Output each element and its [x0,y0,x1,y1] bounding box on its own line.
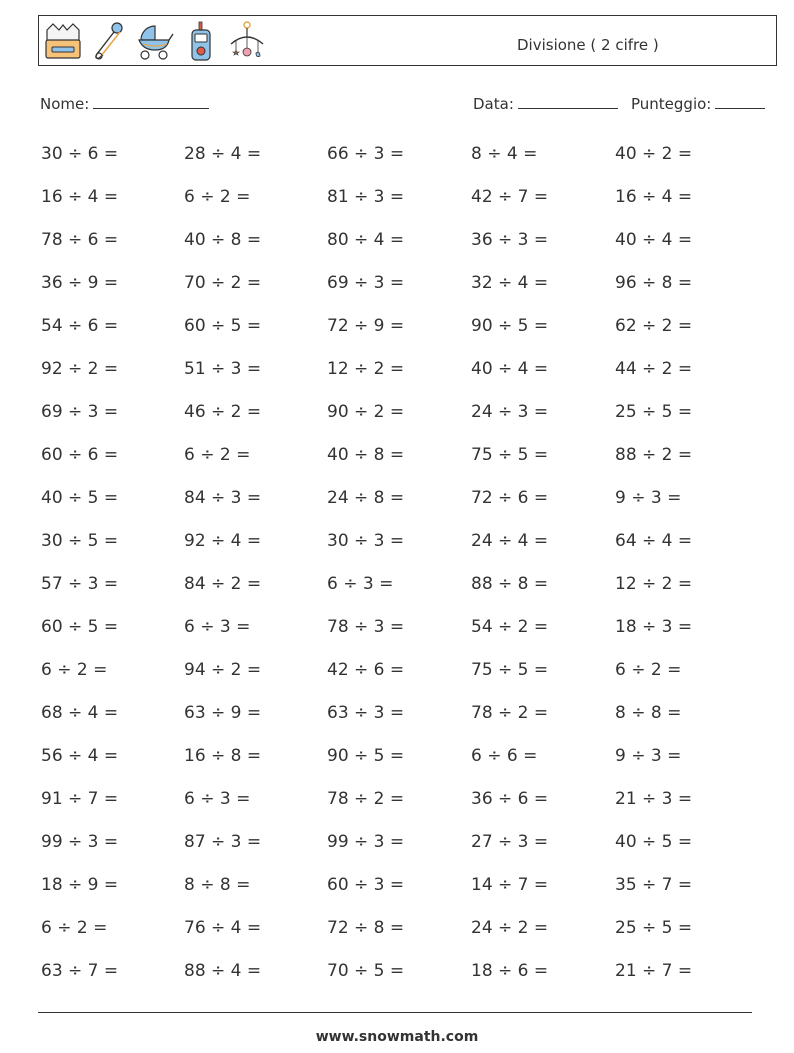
division-problem: 18 ÷ 6 = [471,961,549,981]
division-problem: 75 ÷ 5 = [471,660,549,680]
name-field [40,94,209,113]
division-problem: 24 ÷ 3 = [471,402,549,422]
division-problem: 99 ÷ 3 = [41,832,119,852]
division-problem: 24 ÷ 4 = [471,531,549,551]
division-problem: 90 ÷ 5 = [327,746,405,766]
division-problem: 63 ÷ 9 = [184,703,262,723]
division-problem: 6 ÷ 2 = [184,187,251,207]
footer-url: www.snowmath.com [315,1029,479,1045]
division-problem: 88 ÷ 2 = [615,445,693,465]
division-problem: 84 ÷ 3 = [184,488,262,508]
division-problem: 84 ÷ 2 = [184,574,262,594]
division-problem: 36 ÷ 3 = [471,230,549,250]
division-problem: 90 ÷ 2 = [327,402,405,422]
division-problem: 32 ÷ 4 = [471,273,549,293]
division-problem: 25 ÷ 5 = [615,918,693,938]
division-problem: 40 ÷ 5 = [615,832,693,852]
crib-mobile-icon [227,20,267,62]
division-problem: 63 ÷ 7 = [41,961,119,981]
division-problem: 63 ÷ 3 = [327,703,405,723]
division-problem: 66 ÷ 3 = [327,144,405,164]
division-problem: 30 ÷ 6 = [41,144,119,164]
division-problem: 70 ÷ 2 = [184,273,262,293]
division-problem: 54 ÷ 6 = [41,316,119,336]
division-problem: 96 ÷ 8 = [615,273,693,293]
division-problem: 88 ÷ 8 = [471,574,549,594]
division-problem: 87 ÷ 3 = [184,832,262,852]
division-problem: 91 ÷ 7 = [41,789,119,809]
division-problem: 8 ÷ 4 = [471,144,538,164]
division-problem: 60 ÷ 6 = [41,445,119,465]
division-problem: 28 ÷ 4 = [184,144,262,164]
division-problem: 54 ÷ 2 = [471,617,549,637]
division-problem: 18 ÷ 3 = [615,617,693,637]
baby-stroller-icon [135,20,175,62]
division-problem: 27 ÷ 3 = [471,832,549,852]
division-problem: 24 ÷ 2 = [471,918,549,938]
division-problem: 90 ÷ 5 = [471,316,549,336]
division-problem: 62 ÷ 2 = [615,316,693,336]
division-problem: 44 ÷ 2 = [615,359,693,379]
date-blank[interactable] [518,94,618,109]
division-problem: 30 ÷ 5 = [41,531,119,551]
division-problem: 6 ÷ 3 = [184,789,251,809]
division-problem: 60 ÷ 3 = [327,875,405,895]
division-problem: 6 ÷ 2 = [41,660,108,680]
division-problem: 24 ÷ 8 = [327,488,405,508]
division-problem: 81 ÷ 3 = [327,187,405,207]
division-problem: 60 ÷ 5 = [184,316,262,336]
division-problem: 6 ÷ 2 = [615,660,682,680]
division-problem: 6 ÷ 2 = [41,918,108,938]
division-problem: 57 ÷ 3 = [41,574,119,594]
division-problem: 78 ÷ 6 = [41,230,119,250]
division-problem: 69 ÷ 3 = [327,273,405,293]
division-problem: 72 ÷ 9 = [327,316,405,336]
division-problem: 36 ÷ 9 = [41,273,119,293]
division-problem: 42 ÷ 6 = [327,660,405,680]
division-problem: 88 ÷ 4 = [184,961,262,981]
division-problem: 9 ÷ 3 = [615,746,682,766]
division-problem: 12 ÷ 2 = [615,574,693,594]
division-problem: 21 ÷ 7 = [615,961,693,981]
score-label: Punteggio: [631,95,712,113]
safety-pin-icon [89,20,129,62]
division-problem: 6 ÷ 3 = [184,617,251,637]
division-problem: 42 ÷ 7 = [471,187,549,207]
division-problem: 92 ÷ 2 = [41,359,119,379]
division-problem: 46 ÷ 2 = [184,402,262,422]
division-problem: 40 ÷ 4 = [615,230,693,250]
score-blank[interactable] [715,94,765,109]
division-problem: 16 ÷ 4 = [41,187,119,207]
division-problem: 14 ÷ 7 = [471,875,549,895]
division-problem: 16 ÷ 4 = [615,187,693,207]
division-problem: 94 ÷ 2 = [184,660,262,680]
division-problem: 80 ÷ 4 = [327,230,405,250]
division-problem: 78 ÷ 2 = [471,703,549,723]
division-problem: 68 ÷ 4 = [41,703,119,723]
division-problem: 56 ÷ 4 = [41,746,119,766]
division-problem: 25 ÷ 5 = [615,402,693,422]
division-problem: 92 ÷ 4 = [184,531,262,551]
division-problem: 12 ÷ 2 = [327,359,405,379]
division-problem: 35 ÷ 7 = [615,875,693,895]
division-problem: 78 ÷ 2 = [327,789,405,809]
name-blank[interactable] [93,94,209,109]
score-field [631,94,765,113]
footer-divider [38,1012,752,1013]
division-problem: 9 ÷ 3 = [615,488,682,508]
division-problem: 8 ÷ 8 = [615,703,682,723]
name-label: Nome: [40,95,90,113]
division-problem: 60 ÷ 5 = [41,617,119,637]
division-problem: 75 ÷ 5 = [471,445,549,465]
division-problem: 6 ÷ 6 = [471,746,538,766]
division-problem: 72 ÷ 8 = [327,918,405,938]
worksheet-title: Divisione ( 2 cifre ) [517,36,659,54]
division-problem: 18 ÷ 9 = [41,875,119,895]
division-problem: 21 ÷ 3 = [615,789,693,809]
division-problem: 78 ÷ 3 = [327,617,405,637]
division-problem: 64 ÷ 4 = [615,531,693,551]
division-problem: 6 ÷ 2 = [184,445,251,465]
division-problem: 40 ÷ 2 = [615,144,693,164]
division-problem: 99 ÷ 3 = [327,832,405,852]
date-field [473,94,618,113]
division-problem: 40 ÷ 4 = [471,359,549,379]
division-problem: 40 ÷ 5 = [41,488,119,508]
division-problem: 8 ÷ 8 = [184,875,251,895]
division-problem: 51 ÷ 3 = [184,359,262,379]
division-problem: 70 ÷ 5 = [327,961,405,981]
baby-monitor-icon [181,20,221,62]
division-problem: 72 ÷ 6 = [471,488,549,508]
date-label: Data: [473,95,514,113]
division-problem: 36 ÷ 6 = [471,789,549,809]
header-icons [43,20,273,62]
division-problem: 6 ÷ 3 = [327,574,394,594]
tissue-box-icon [43,20,83,62]
division-problem: 69 ÷ 3 = [41,402,119,422]
division-problem: 40 ÷ 8 = [327,445,405,465]
division-problem: 16 ÷ 8 = [184,746,262,766]
division-problem: 40 ÷ 8 = [184,230,262,250]
division-problem: 30 ÷ 3 = [327,531,405,551]
division-problem: 76 ÷ 4 = [184,918,262,938]
worksheet-header [38,15,777,66]
